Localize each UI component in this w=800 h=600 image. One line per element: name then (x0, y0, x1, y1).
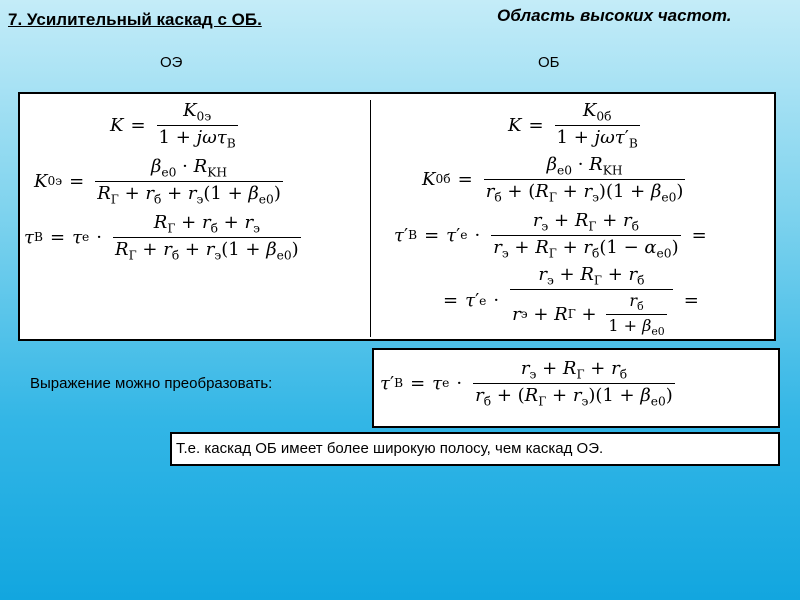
formula-ob-tau-step2: = τ ′ e · $r_э + R_Г + r_б$ r э + R Г + $\frac{r_б}{1 + \beta_{e0}}$ = (443, 264, 699, 338)
formula-ob-gain: K = $\frac{K_{0б}}{1 + j\omega\tau'_В}$ (508, 100, 638, 151)
slide-title: 7. Усилительный каскад с ОБ. (8, 10, 262, 29)
formula-ob-tau-step1: τ ′ В = τ ′ e · $\frac{r_э + R_Г + r_б}{r_э + R_Г + r_б(1 - \alpha_{e0})}$ = (394, 210, 707, 261)
conclusion-text: Т.е. каскад ОБ имеет более широкую полосу, чем каскад ОЭ. (170, 432, 780, 466)
transformed-formula-box (372, 348, 780, 428)
formula-transformed-tau: τ ′ В = τ e · $\frac{r_э + R_Г + r_б}{r_б + (R_Г + r_э)(1 + \beta_{e0})}$ (380, 358, 673, 409)
formula-panel (18, 92, 776, 341)
formula-ob-k0: K 0б = $\frac{\beta_{e0} \cdot R_{KH}}{r_б + (R_Г + r_э)(1 + \beta_{e0})}$ (422, 154, 684, 205)
formula-oe-gain: K = $\frac{K_{0э}}{1 + j\omega\tau_В}$ (110, 100, 236, 151)
formula-oe-k0: K 0э = $\frac{\beta_{e0} \cdot R_{KH}}{R_Г + r_б + r_э(1 + \beta_{e0})}$ (34, 156, 281, 207)
formulas-oe-column (24, 100, 364, 335)
formula-oe-tau: τ В = τ e · $\frac{R_Г + r_б + r_э}{R_Г + r_б + r_э(1 + \beta_{e0})}$ (24, 212, 299, 263)
column-label-oe: ОЭ (160, 54, 183, 71)
column-label-ob: ОБ (538, 54, 560, 71)
region-title: Область высоких частот. (497, 6, 732, 25)
transform-label: Выражение можно преобразовать: (30, 375, 273, 392)
formulas-ob-column (376, 96, 772, 339)
column-divider (370, 100, 371, 337)
